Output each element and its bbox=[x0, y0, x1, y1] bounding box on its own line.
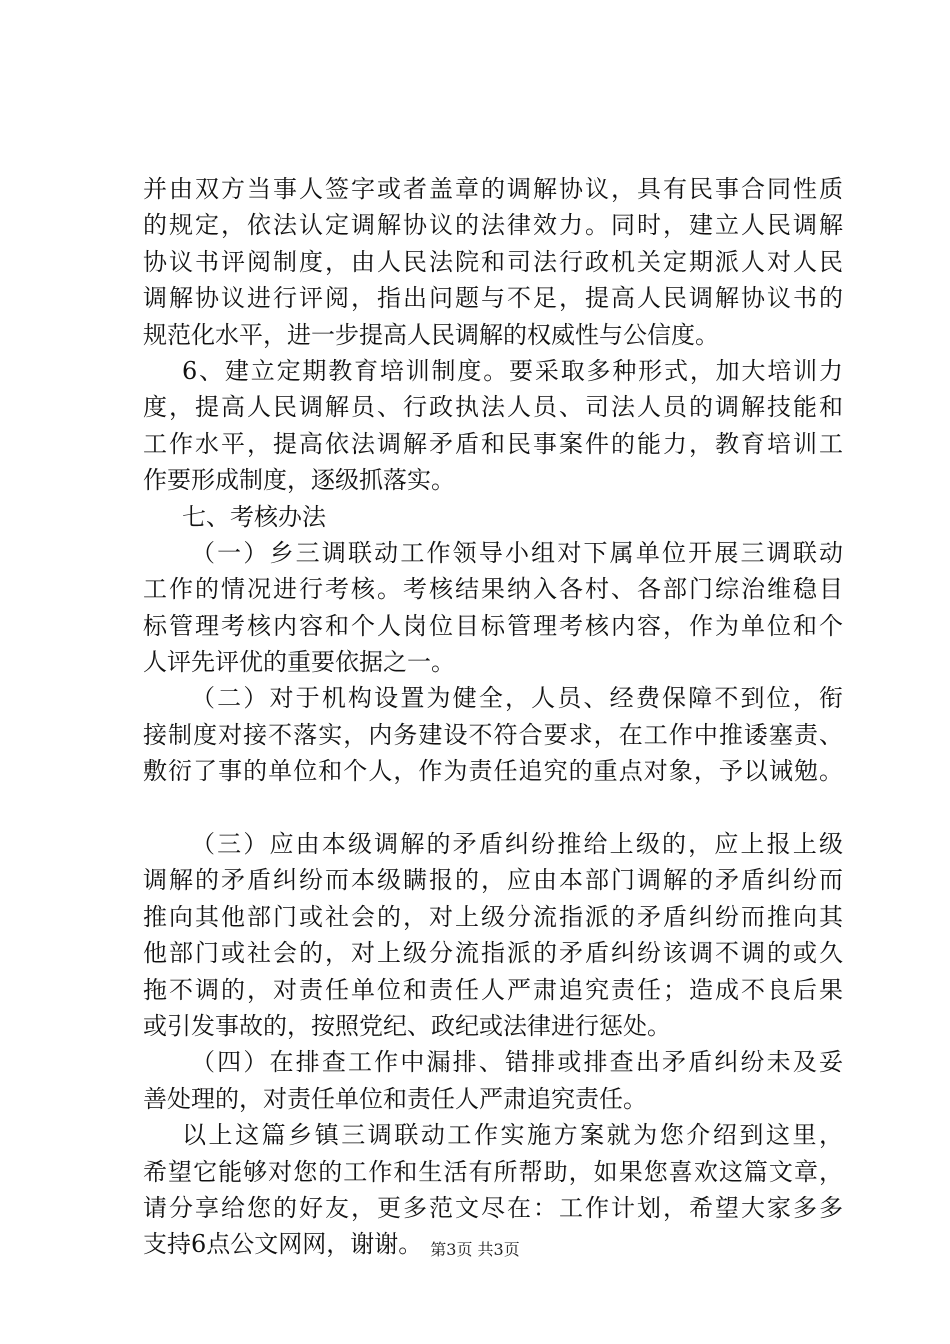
text-line: 或引发事故的，按照党纪、政纪或法律进行惩处。 bbox=[143, 1011, 671, 1040]
text-line: 支持6点公文网网，谢谢。 bbox=[143, 1230, 423, 1259]
section-heading: 七、考核办法 bbox=[182, 502, 326, 531]
text-line: 善处理的，对责任单位和责任人严肃追究责任。 bbox=[143, 1084, 647, 1113]
text-line: 推向其他部门或社会的，对上级分流指派的矛盾纠纷而推向其 bbox=[143, 902, 843, 931]
text-line: 接制度对接不落实，内务建设不符合要求，在工作中推诿塞责、 bbox=[143, 720, 843, 749]
text-line: 标管理考核内容和个人岗位目标管理考核内容，作为单位和个 bbox=[143, 611, 843, 640]
text-line: 工作水平，提高依法调解矛盾和民事案件的能力，教育培训工 bbox=[143, 429, 843, 458]
text-line: 度，提高人民调解员、行政执法人员、司法人员的调解技能和 bbox=[143, 393, 843, 422]
text-line: 以上这篇乡镇三调联动工作实施方案就为您介绍到这里， bbox=[182, 1121, 843, 1150]
text-line: 的规定，依法认定调解协议的法律效力。同时，建立人民调解 bbox=[143, 211, 843, 240]
text-line: 请分享给您的好友，更多范文尽在：工作计划，希望大家多多 bbox=[143, 1193, 843, 1222]
text-line: 6、建立定期教育培训制度。要采取多种形式，加大培训力 bbox=[182, 356, 843, 385]
text-line: 工作的情况进行考核。考核结果纳入各村、各部门综治维稳目 bbox=[143, 575, 843, 604]
text-line: 调解的矛盾纠纷而本级瞒报的，应由本部门调解的矛盾纠纷而 bbox=[143, 866, 843, 895]
text-line: 协议书评阅制度，由人民法院和司法行政机关定期派人对人民 bbox=[143, 247, 843, 276]
text-line: （三）应由本级调解的矛盾纠纷推给上级的，应上报上级 bbox=[191, 830, 843, 859]
text-line: 拖不调的，对责任单位和责任人严肃追究责任；造成不良后果 bbox=[143, 975, 843, 1004]
text-line: （四）在排查工作中漏排、错排或排查出矛盾纠纷未及妥 bbox=[191, 1048, 843, 1077]
text-line: 作要形成制度，逐级抓落实。 bbox=[143, 466, 455, 495]
text-line: 他部门或社会的，对上级分流指派的矛盾纠纷该调不调的或久 bbox=[143, 939, 843, 968]
document-body bbox=[143, 171, 843, 1263]
text-line: 敷衍了事的单位和个人，作为责任追究的重点对象，予以诫勉。 bbox=[143, 757, 843, 786]
text-line: 人评先评优的重要依据之一。 bbox=[143, 648, 455, 677]
text-line: 调解协议进行评阅，指出问题与不足，提高人民调解协议书的 bbox=[143, 284, 843, 313]
text-line: 规范化水平，进一步提高人民调解的权威性与公信度。 bbox=[143, 320, 719, 349]
text-line: （一）乡三调联动工作领导小组对下属单位开展三调联动 bbox=[191, 538, 843, 567]
page-number-footer: 第3页 共3页 bbox=[430, 1240, 520, 1259]
text-line: 希望它能够对您的工作和生活有所帮助，如果您喜欢这篇文章， bbox=[143, 1157, 843, 1186]
paragraph-gap bbox=[143, 790, 843, 826]
text-line: 并由双方当事人签字或者盖章的调解协议，具有民事合同性质 bbox=[143, 175, 843, 203]
text-line: （二）对于机构设置为健全，人员、经费保障不到位，衔 bbox=[191, 684, 843, 713]
